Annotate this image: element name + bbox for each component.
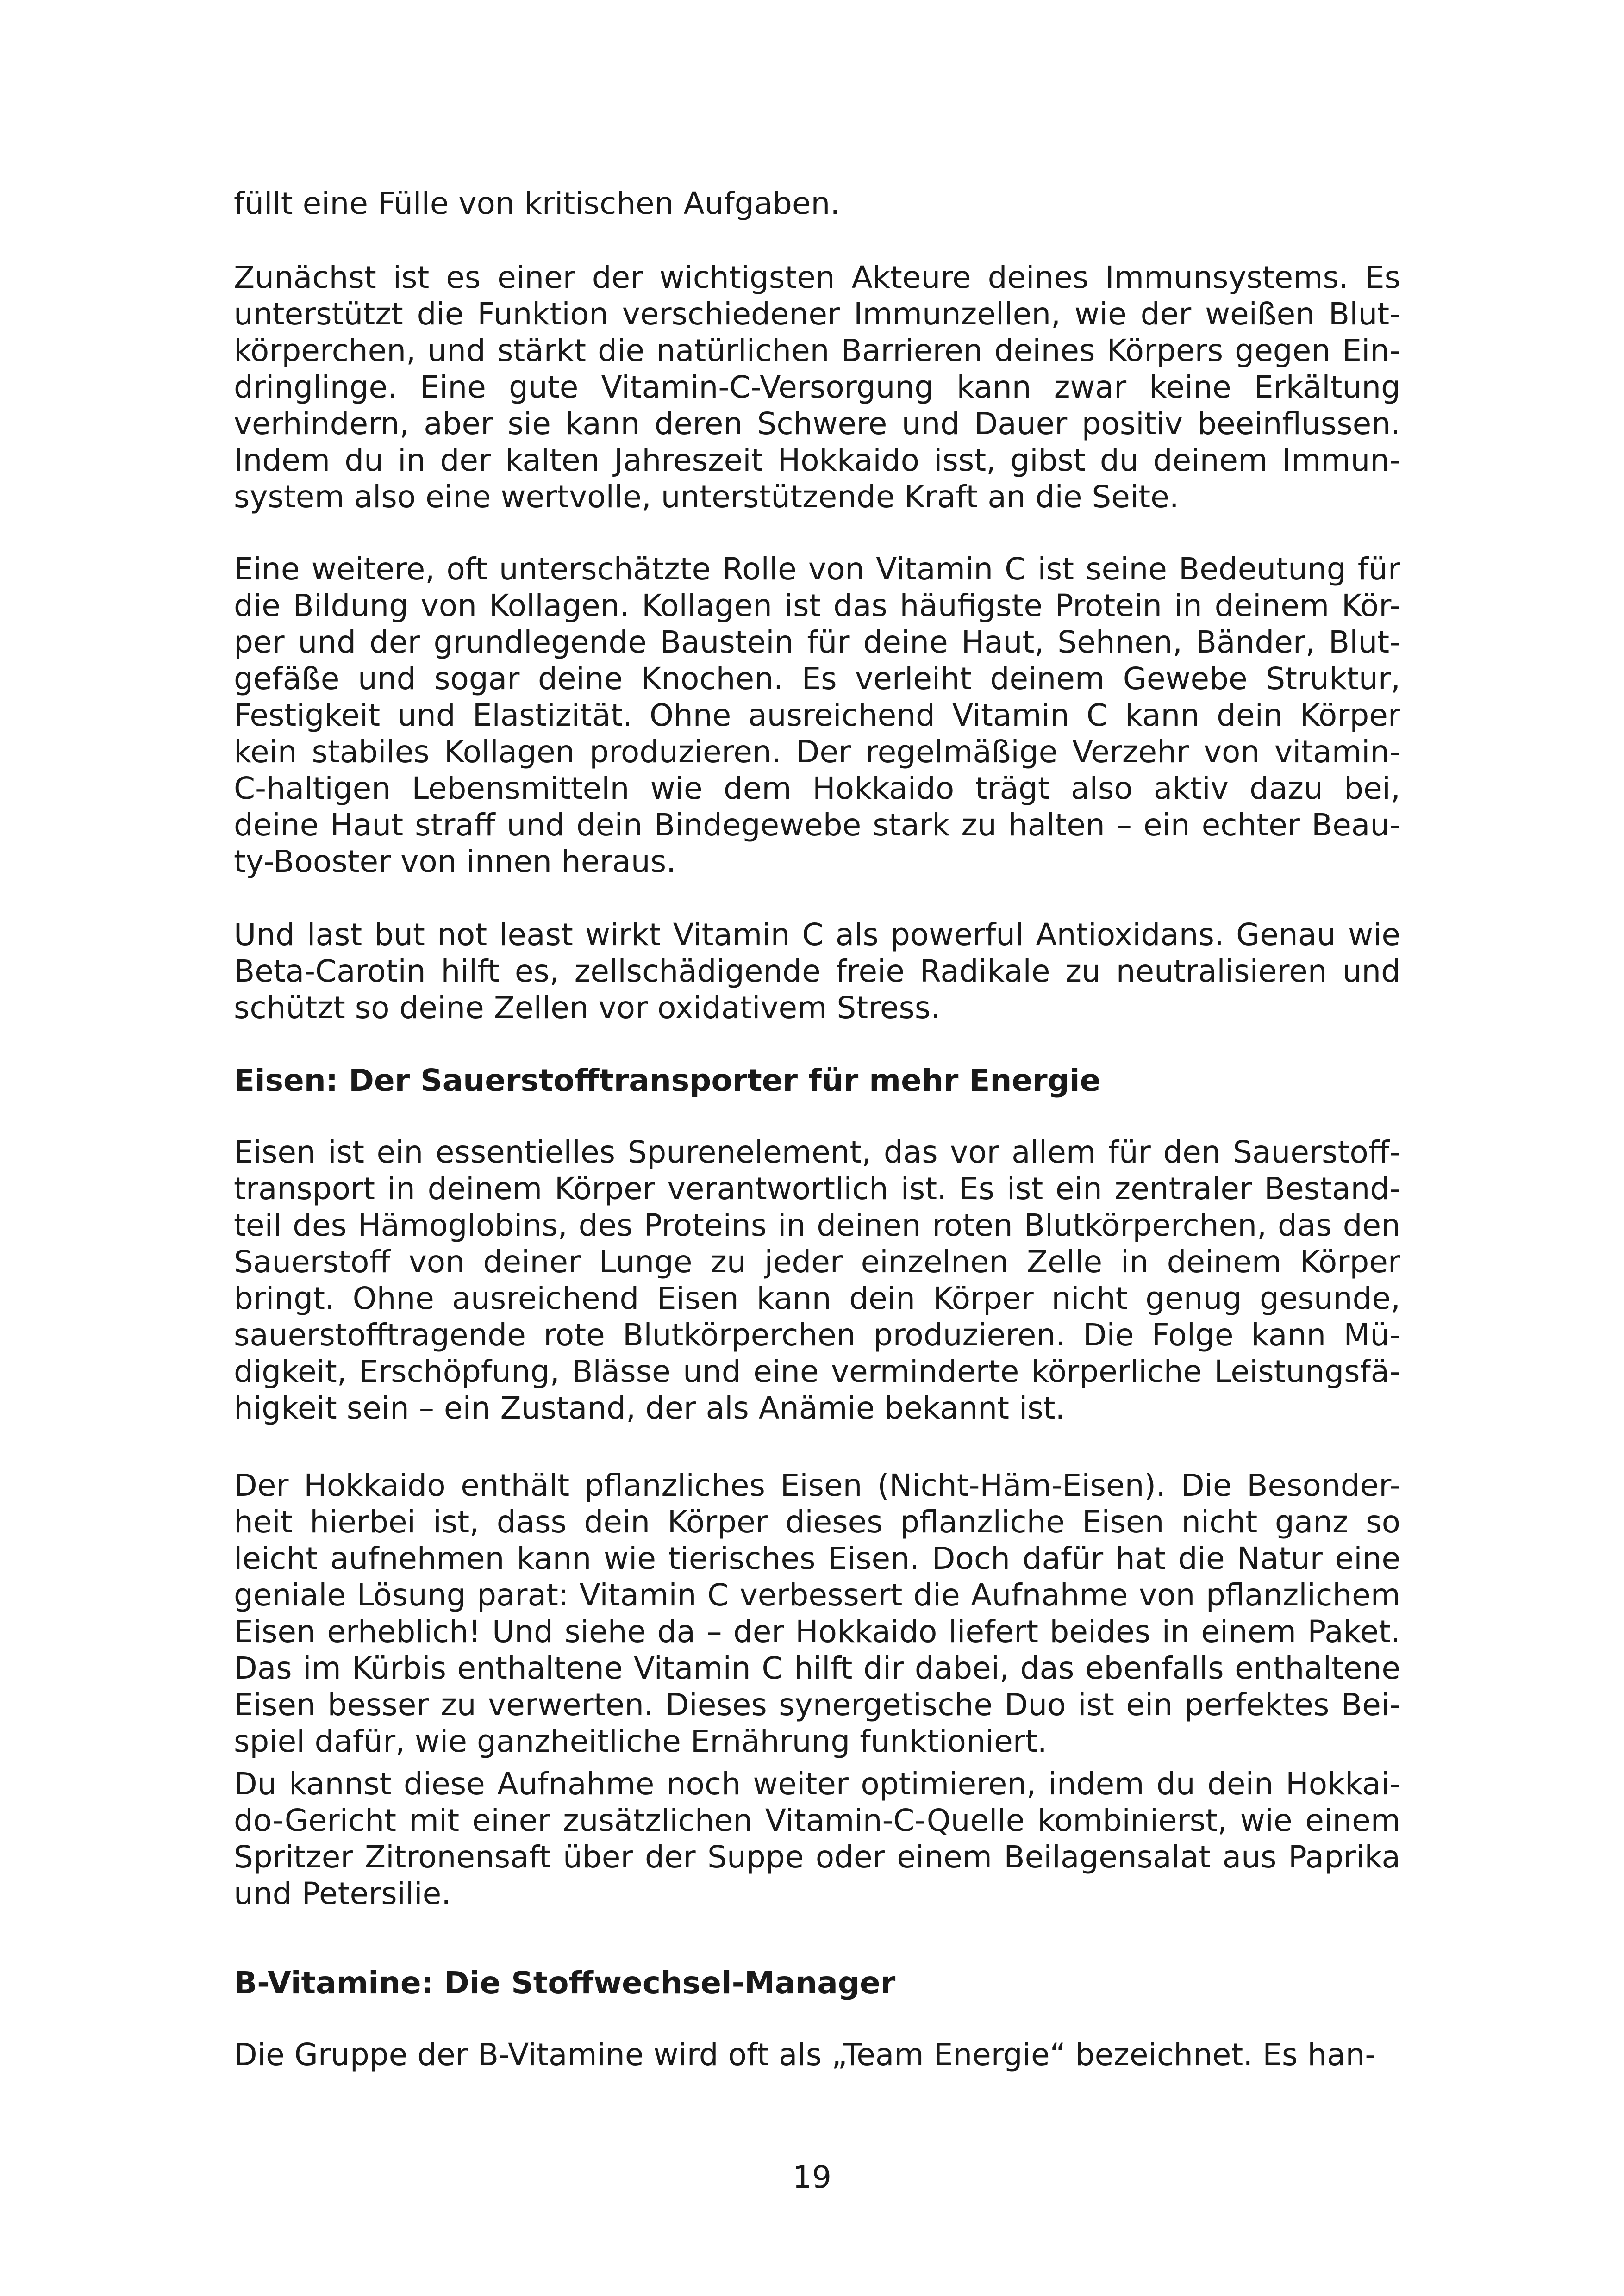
text-line: Der Hokkaido enthält pflanzliches Eisen (Nicht-Häm-Eisen). Die Besonder- xyxy=(234,1468,1400,1503)
paragraph xyxy=(234,259,1400,515)
text-line: heit hierbei ist, dass dein Körper dieses pflanzliche Eisen nicht ganz so xyxy=(234,1504,1400,1540)
section-heading xyxy=(234,1965,1400,2001)
text-line: Sauerstoff von deiner Lunge zu jeder einzelnen Zelle in deinem Körper xyxy=(234,1244,1400,1280)
text-line: B-Vitamine: Die Stoffwechsel-Manager xyxy=(234,1965,896,2001)
text-line: körperchen, und stärkt die natürlichen Barrieren deines Körpers gegen Ein- xyxy=(234,333,1400,368)
text-line: Festigkeit und Elastizität. Ohne ausreichend Vitamin C kann dein Körper xyxy=(234,697,1400,733)
paragraph xyxy=(234,1467,1400,1760)
text-line: und Petersilie. xyxy=(234,1876,451,1911)
text-line: transport in deinem Körper verantwortlich ist. Es ist ein zentraler Bestand- xyxy=(234,1171,1400,1207)
text-line: deine Haut straff und dein Bindegewebe stark zu halten – ein echter Beau- xyxy=(234,807,1400,843)
text-line: Eisen besser zu verwerten. Dieses synergetische Duo ist ein perfektes Bei- xyxy=(234,1687,1400,1723)
text-line: leicht aufnehmen kann wie tierisches Eisen. Doch dafür hat die Natur eine xyxy=(234,1541,1400,1576)
text-line: dringlinge. Eine gute Vitamin-C-Versorgung kann zwar keine Erkältung xyxy=(234,369,1400,405)
text-line: Eisen: Der Sauerstofftransporter für mehr Energie xyxy=(234,1063,1101,1098)
text-line: Eisen erheblich! Und siehe da – der Hokkaido liefert beides in einem Paket. xyxy=(234,1614,1400,1649)
text-line: Du kannst diese Aufnahme noch weiter optimieren, indem du dein Hokkai- xyxy=(234,1766,1400,1802)
text-line: digkeit, Erschöpfung, Blässe und eine verminderte körperliche Leistungsfä- xyxy=(234,1354,1400,1389)
text-line: Indem du in der kalten Jahreszeit Hokkaido isst, gibst du deinem Immun- xyxy=(234,442,1400,478)
text-line: Das im Kürbis enthaltene Vitamin C hilft dir dabei, das ebenfalls enthaltene xyxy=(234,1650,1400,1686)
text-line: schützt so deine Zellen vor oxidativem Stress. xyxy=(234,990,941,1026)
section-heading xyxy=(234,1062,1400,1099)
text-line: bringt. Ohne ausreichend Eisen kann dein Körper nicht genug gesunde, xyxy=(234,1281,1400,1316)
text-line: system also eine wertvolle, unterstützende Kraft an die Seite. xyxy=(234,479,1179,515)
text-line: verhindern, aber sie kann deren Schwere und Dauer positiv beeinflussen. xyxy=(234,406,1400,442)
text-line: teil des Hämoglobins, des Proteins in deinen roten Blutkörperchen, das den xyxy=(234,1207,1400,1243)
paragraph xyxy=(234,2036,1400,2073)
text-line: Beta-Carotin hilft es, zellschädigende freie Radikale zu neutralisieren und xyxy=(234,953,1400,989)
paragraph xyxy=(234,916,1400,1026)
text-line: spiel dafür, wie ganzheitliche Ernährung funktioniert. xyxy=(234,1724,1047,1759)
text-line: Zunächst ist es einer der wichtigsten Akteure deines Immunsystems. Es xyxy=(234,260,1400,295)
text-line: Die Gruppe der B-Vitamine wird oft als „Team Energie“ bezeichnet. Es han- xyxy=(234,2037,1376,2072)
page-number: 19 xyxy=(793,2159,831,2195)
text-line: unterstützt die Funktion verschiedener Immunzellen, wie der weißen Blut- xyxy=(234,296,1400,332)
text-line: Spritzer Zitronensaft über der Suppe oder einem Beilagensalat aus Paprika xyxy=(234,1839,1400,1875)
text-line: kein stabiles Kollagen produzieren. Der regelmäßige Verzehr von vitamin- xyxy=(234,734,1400,770)
text-line: Eisen ist ein essentielles Spurenelement, das vor allem für den Sauerstoff- xyxy=(234,1134,1400,1170)
text-line: Und last but not least wirkt Vitamin C als powerful Antioxidans. Genau wie xyxy=(234,917,1400,952)
paragraph xyxy=(234,185,1400,222)
text-line: füllt eine Fülle von kritischen Aufgaben. xyxy=(234,186,840,221)
text-line: higkeit sein – ein Zustand, der als Anämie bekannt ist. xyxy=(234,1390,1065,1426)
text-line: Eine weitere, oft unterschätzte Rolle von Vitamin C ist seine Bedeutung für xyxy=(234,551,1400,587)
text-line: geniale Lösung parat: Vitamin C verbessert die Aufnahme von pflanzlichem xyxy=(234,1577,1400,1613)
text-line: gefäße und sogar deine Knochen. Es verleiht deinem Gewebe Struktur, xyxy=(234,661,1400,697)
paragraph xyxy=(234,1766,1400,1912)
paragraph xyxy=(234,551,1400,880)
text-line: ty-Booster von innen heraus. xyxy=(234,844,676,879)
paragraph xyxy=(234,1134,1400,1426)
text-line: C-haltigen Lebensmitteln wie dem Hokkaido trägt also aktiv dazu bei, xyxy=(234,771,1400,806)
text-line: do-Gericht mit einer zusätzlichen Vitamin-C-Quelle kombinierst, wie einem xyxy=(234,1803,1400,1838)
text-line: sauerstofftragende rote Blutkörperchen produzieren. Die Folge kann Mü- xyxy=(234,1317,1400,1353)
text-line: die Bildung von Kollagen. Kollagen ist das häufigste Protein in deinem Kör- xyxy=(234,588,1400,623)
text-line: per und der grundlegende Baustein für deine Haut, Sehnen, Bänder, Blut- xyxy=(234,624,1400,660)
